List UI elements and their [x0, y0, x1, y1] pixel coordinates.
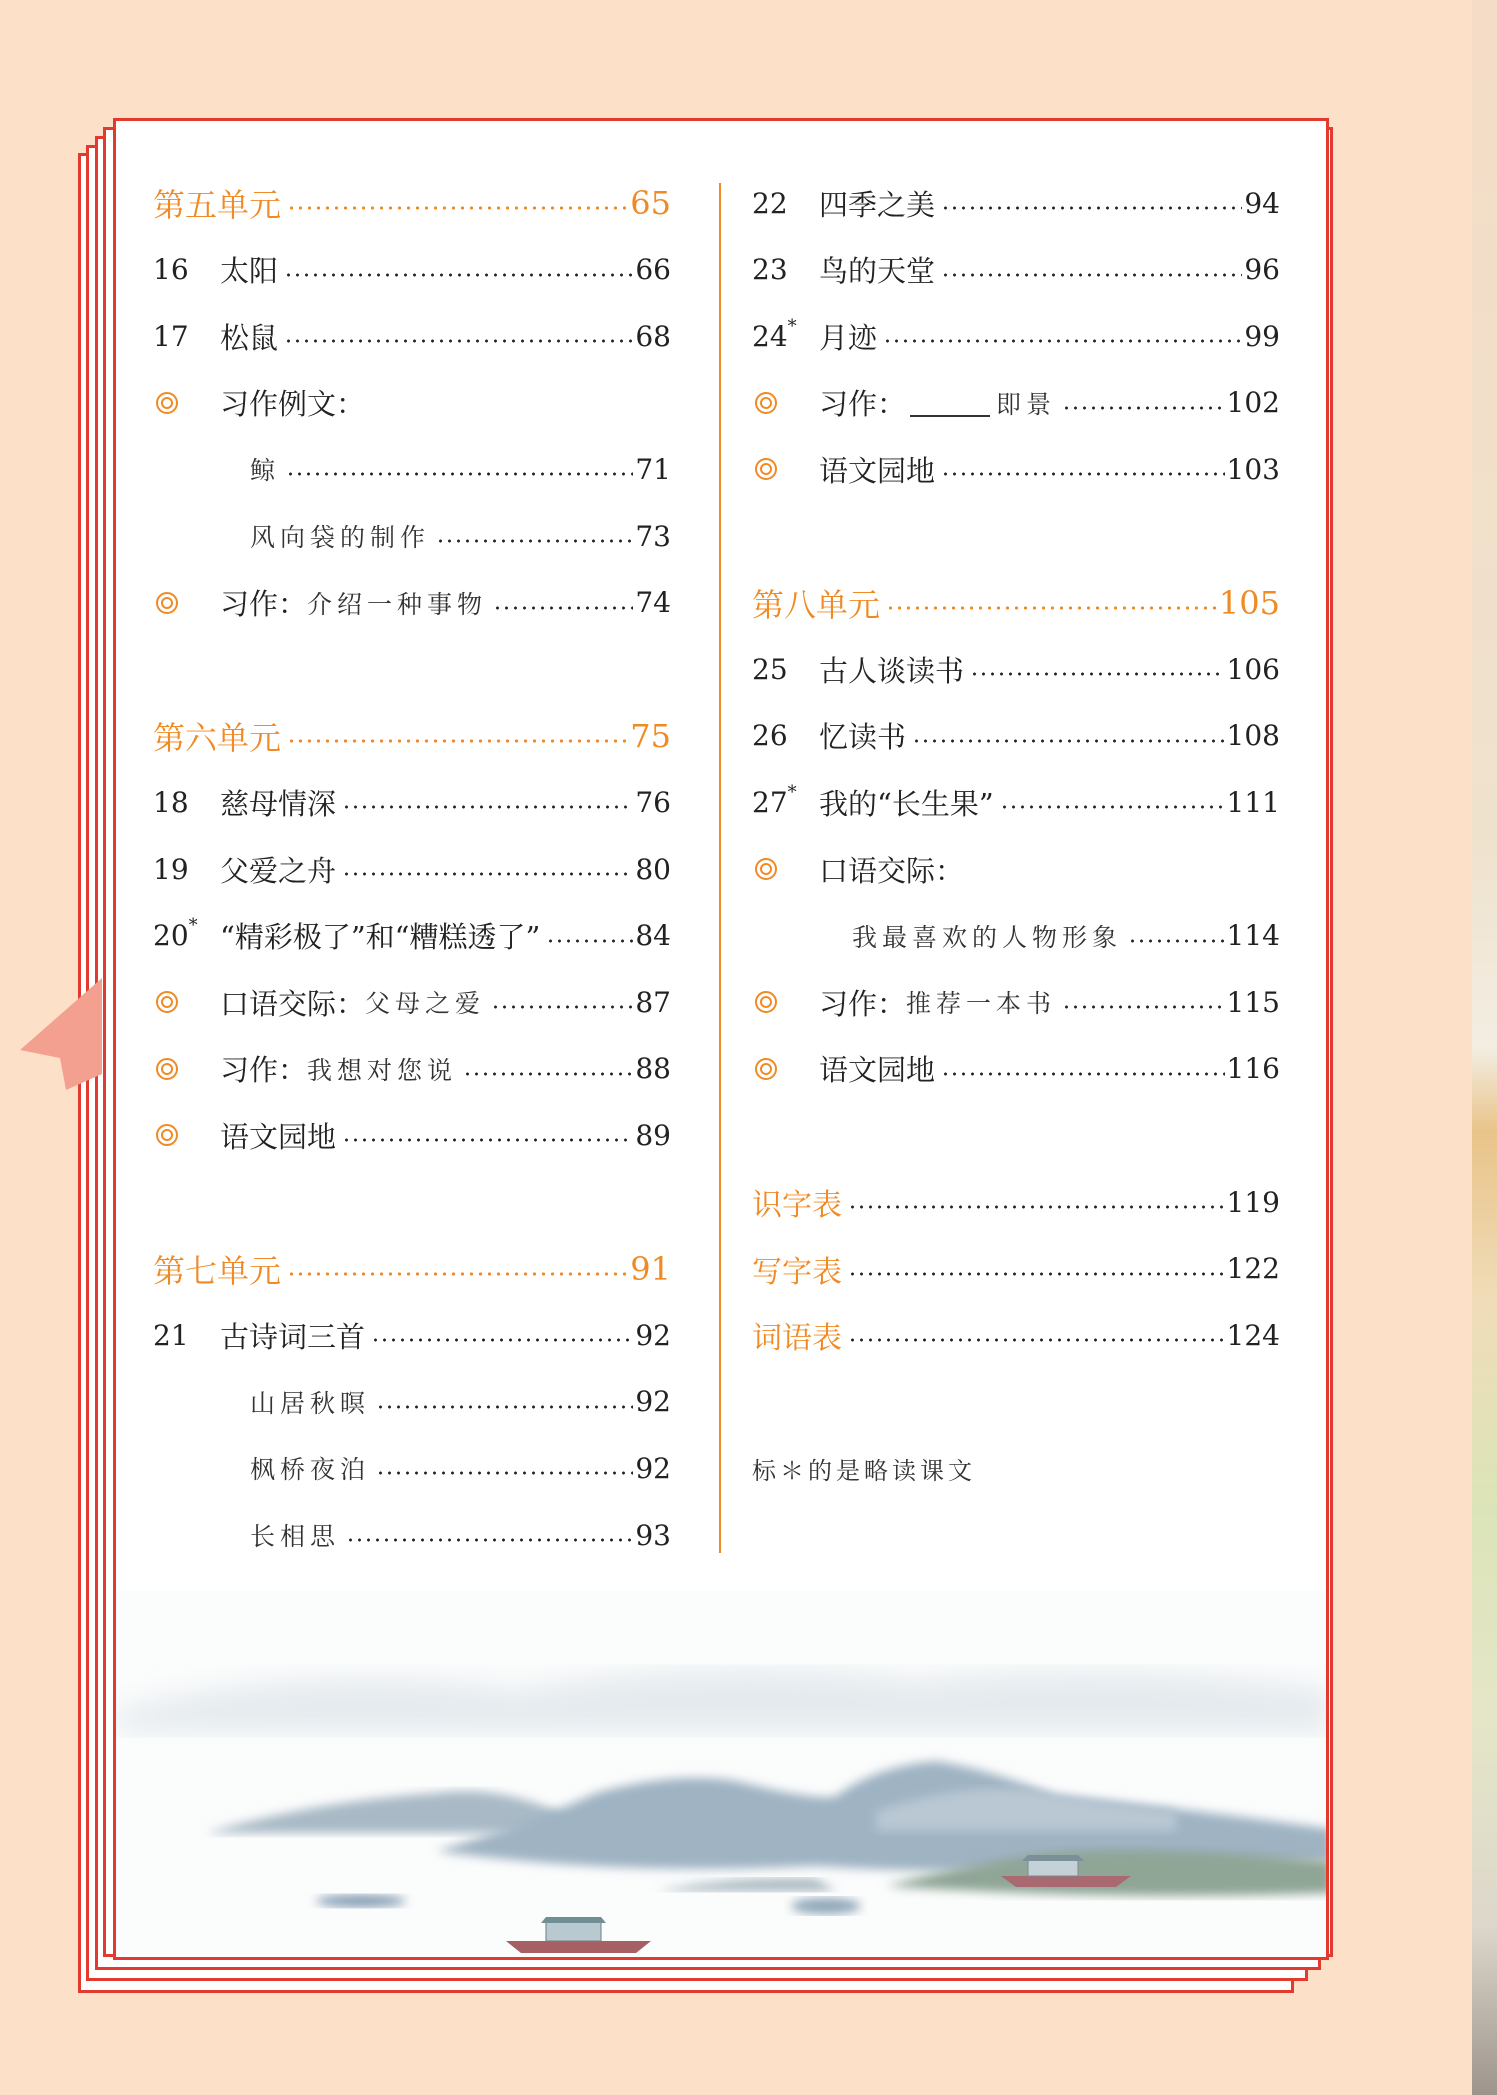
entry-title: 习作： [819, 387, 907, 422]
lesson-number [752, 187, 819, 220]
lesson-number-text: 27 [752, 785, 788, 819]
page-number: 92 [635, 1318, 671, 1352]
dot-leader [286, 472, 633, 476]
entry-title: 口语交际： [819, 853, 965, 888]
entry-title: 松鼠 [220, 320, 279, 355]
toc-entry-appendix[interactable] [752, 1177, 1280, 1227]
dot-leader [883, 339, 1242, 343]
page-number: 75 [630, 716, 671, 755]
page-number: 89 [635, 1118, 671, 1152]
entry-title: 四季之美 [819, 187, 936, 222]
landscape-painting [116, 1591, 1329, 1960]
dot-leader [284, 339, 633, 343]
entry-title: 父爱之舟 [220, 853, 337, 888]
dot-leader [1062, 1005, 1225, 1009]
double-circle-glyph [156, 1124, 178, 1146]
page-number: 122 [1226, 1252, 1280, 1286]
entry-title: 习作： [819, 986, 907, 1021]
page-number: 111 [1226, 785, 1280, 819]
entry-title: 第七单元 [153, 1251, 282, 1290]
lesson-number [752, 315, 819, 353]
double-circle-icon [752, 991, 819, 1013]
entry-title: 古诗词三首 [220, 1319, 366, 1354]
dot-leader [941, 472, 1225, 476]
toc-entry-sub[interactable] [153, 1510, 671, 1560]
toc-entry-circle[interactable] [752, 444, 1280, 494]
double-circle-glyph [755, 392, 777, 414]
toc-entry-lesson[interactable] [153, 245, 671, 295]
dot-leader [463, 1072, 633, 1076]
double-circle-icon [153, 1058, 220, 1080]
dot-leader [436, 539, 633, 543]
toc-entry-lesson[interactable] [752, 245, 1280, 295]
lesson-number-text: 18 [153, 785, 189, 819]
entry-title: 习作例文： [220, 387, 366, 422]
page-number: 87 [635, 985, 671, 1019]
toc-entry-lesson[interactable] [153, 1310, 671, 1360]
entry-subtitle: 山居秋暝 [250, 1388, 371, 1418]
entry-title: 古人谈读书 [819, 653, 965, 688]
page-number: 76 [635, 785, 671, 819]
toc-entry-sub[interactable] [752, 911, 1280, 961]
entry-subtitle: 推荐一本书 [906, 989, 1057, 1019]
page-number: 74 [635, 586, 671, 620]
double-circle-glyph [156, 392, 178, 414]
toc-entry-sub[interactable] [153, 511, 671, 561]
toc-entry-lesson[interactable] [153, 311, 671, 361]
page-number: 116 [1226, 1052, 1280, 1086]
entry-subtitle: 枫桥夜泊 [250, 1455, 371, 1485]
lesson-number [153, 320, 220, 353]
lesson-number [153, 1319, 220, 1352]
dot-leader [546, 939, 633, 943]
entry-title: 第八单元 [752, 585, 881, 624]
double-circle-icon [153, 991, 220, 1013]
entry-title: 忆读书 [819, 720, 907, 755]
lesson-number-text: 17 [153, 319, 189, 353]
dot-leader [342, 1138, 633, 1142]
skim-reading-star: * [787, 781, 797, 803]
double-circle-glyph [755, 991, 777, 1013]
dot-leader [1062, 406, 1225, 410]
dot-leader [886, 606, 1217, 610]
lesson-number [752, 781, 819, 819]
page-number: 92 [635, 1451, 671, 1485]
table-of-contents-page [113, 118, 1329, 1960]
lesson-number [153, 786, 220, 819]
entry-title: 词语表 [752, 1321, 842, 1357]
double-circle-icon [153, 1124, 220, 1146]
dot-leader [848, 1205, 1225, 1209]
lesson-number [153, 253, 220, 286]
toc-entry-lesson[interactable] [752, 178, 1280, 228]
entry-title: 口语交际： [220, 986, 366, 1021]
double-circle-glyph [156, 1058, 178, 1080]
page-number: 102 [1226, 386, 1280, 420]
toc-entry-unit[interactable] [153, 711, 671, 761]
double-circle-icon [752, 858, 819, 880]
toc-entry-circle[interactable] [153, 977, 671, 1027]
page-number: 68 [635, 319, 671, 353]
lesson-number-text: 19 [153, 852, 189, 886]
dot-leader [848, 1338, 1225, 1342]
toc-entry-appendix[interactable] [752, 1310, 1280, 1360]
lesson-number-text: 21 [153, 1318, 189, 1352]
toc-entry-circle[interactable] [752, 1044, 1280, 1094]
dot-leader [376, 1471, 633, 1475]
dot-leader [287, 1272, 628, 1276]
adjacent-page-edge [1472, 0, 1497, 2095]
toc-entry-lesson[interactable] [153, 777, 671, 827]
lesson-number-text: 23 [752, 253, 788, 287]
page-number: 94 [1244, 186, 1280, 220]
double-circle-glyph [755, 1058, 777, 1080]
toc-entry-sub[interactable] [153, 444, 671, 494]
page-number: 108 [1226, 719, 1280, 753]
toc-entry-circle[interactable] [153, 578, 671, 628]
dot-leader [346, 1538, 633, 1542]
double-circle-icon [153, 592, 220, 614]
entry-title: 习作： [220, 587, 308, 622]
toc-entry-lesson[interactable] [752, 711, 1280, 761]
fill-in-blank-line [910, 389, 990, 417]
lesson-number-text: 25 [752, 652, 788, 686]
lesson-number-text: 20 [153, 919, 189, 953]
entry-title: 习作： [220, 1053, 308, 1088]
lesson-number-text: 16 [153, 253, 189, 287]
page-number: 119 [1226, 1185, 1280, 1219]
page-number: 88 [635, 1052, 671, 1086]
entry-subtitle: 鲸 [250, 456, 281, 486]
entry-subtitle: 我想对您说 [307, 1055, 458, 1085]
entry-title: “精彩极了”和“糟糕透了” [220, 920, 541, 955]
entry-subtitle: 我最喜欢的人物形象 [852, 922, 1123, 952]
skim-reading-note: 标＊的是略读课文 [752, 1456, 976, 1485]
entry-title: 语文园地 [819, 1053, 936, 1088]
page-number: 103 [1226, 452, 1280, 486]
page-number: 80 [635, 852, 671, 886]
page-number: 99 [1244, 319, 1280, 353]
lesson-number [752, 653, 819, 686]
entry-subtitle: 即景 [996, 389, 1057, 419]
double-circle-glyph [156, 991, 178, 1013]
bookmark-ribbon-icon [20, 978, 102, 1090]
entry-title: 月迹 [819, 320, 878, 355]
entry-title: 慈母情深 [220, 786, 337, 821]
dot-leader [287, 739, 628, 743]
double-circle-icon [153, 392, 220, 414]
lesson-number [153, 915, 220, 953]
page-number: 91 [630, 1249, 671, 1288]
page-number: 84 [635, 919, 671, 953]
double-circle-glyph [755, 858, 777, 880]
toc-entry-circle[interactable] [153, 378, 671, 428]
toc-entry-note [752, 1443, 1280, 1493]
lesson-number [153, 853, 220, 886]
toc-entry-lesson[interactable] [153, 844, 671, 894]
page-number: 106 [1226, 652, 1280, 686]
dot-leader [970, 672, 1225, 676]
page-number: 71 [635, 452, 671, 486]
skim-reading-star: * [787, 315, 797, 337]
lesson-number-text: 24 [752, 319, 788, 353]
entry-subtitle: 介绍一种事物 [307, 589, 488, 619]
double-circle-icon [752, 458, 819, 480]
toc-entry-lesson[interactable] [752, 311, 1280, 361]
dot-leader [284, 273, 633, 277]
dot-leader [941, 1072, 1225, 1076]
toc-entry-circle[interactable] [153, 1044, 671, 1094]
toc-entry-unit[interactable] [153, 178, 671, 228]
entry-title: 第六单元 [153, 718, 282, 757]
toc-entry-circle[interactable] [752, 378, 1280, 428]
page-number: 66 [635, 253, 671, 287]
double-circle-icon [752, 1058, 819, 1080]
column-divider [719, 183, 721, 1553]
entry-subtitle: 父母之爱 [365, 989, 486, 1019]
entry-title: 识字表 [752, 1188, 842, 1223]
page-number: 65 [630, 184, 671, 222]
page-number: 93 [635, 1518, 671, 1552]
dot-leader [912, 739, 1225, 743]
dot-leader [371, 1338, 633, 1342]
double-circle-glyph [156, 592, 178, 614]
toc-entry-lesson[interactable] [752, 644, 1280, 694]
page-number: 92 [635, 1385, 671, 1419]
entry-subtitle: 风向袋的制作 [250, 523, 431, 552]
toc-entry-circle[interactable] [752, 977, 1280, 1027]
toc-entry-appendix[interactable] [752, 1244, 1280, 1294]
dot-leader [1000, 805, 1225, 809]
dot-leader [287, 206, 628, 210]
dot-leader [342, 805, 633, 809]
entry-subtitle: 长相思 [250, 1522, 341, 1551]
toc-entry-lesson[interactable] [752, 777, 1280, 827]
lesson-number [752, 253, 819, 286]
page-number: 105 [1218, 583, 1280, 622]
dot-leader [342, 872, 633, 876]
dot-leader [491, 1005, 633, 1009]
skim-reading-star: * [188, 915, 198, 937]
toc-entry-unit[interactable] [752, 578, 1280, 628]
toc-entry-sub[interactable] [153, 1443, 671, 1493]
lesson-number-text: 26 [752, 719, 788, 753]
page-number: 73 [635, 519, 671, 553]
entry-title: 写字表 [752, 1254, 842, 1290]
lesson-number [752, 719, 819, 752]
dot-leader [1128, 939, 1225, 943]
toc-entry-circle[interactable] [153, 1110, 671, 1160]
entry-title: 第五单元 [153, 186, 282, 224]
dot-leader [941, 273, 1242, 277]
dot-leader [376, 1405, 633, 1409]
double-circle-glyph [755, 458, 777, 480]
entry-title: 语文园地 [220, 1119, 337, 1154]
entry-title: 语文园地 [819, 453, 936, 488]
entry-title: 鸟的天堂 [819, 254, 936, 289]
toc-entry-sub[interactable] [153, 1377, 671, 1427]
entry-title: 我的“长生果” [819, 786, 994, 821]
page-number: 114 [1226, 919, 1280, 953]
toc-entry-lesson[interactable] [153, 911, 671, 961]
page-number: 124 [1226, 1318, 1280, 1352]
page-number: 96 [1244, 253, 1280, 287]
page-number: 115 [1226, 985, 1280, 1019]
entry-title: 太阳 [220, 254, 279, 289]
lesson-number-text: 22 [752, 186, 788, 220]
double-circle-icon [752, 392, 819, 414]
toc-entry-unit[interactable] [153, 1244, 671, 1294]
dot-leader [493, 606, 633, 610]
dot-leader [941, 206, 1242, 210]
toc-entry-circle[interactable] [752, 844, 1280, 894]
dot-leader [848, 1272, 1225, 1276]
